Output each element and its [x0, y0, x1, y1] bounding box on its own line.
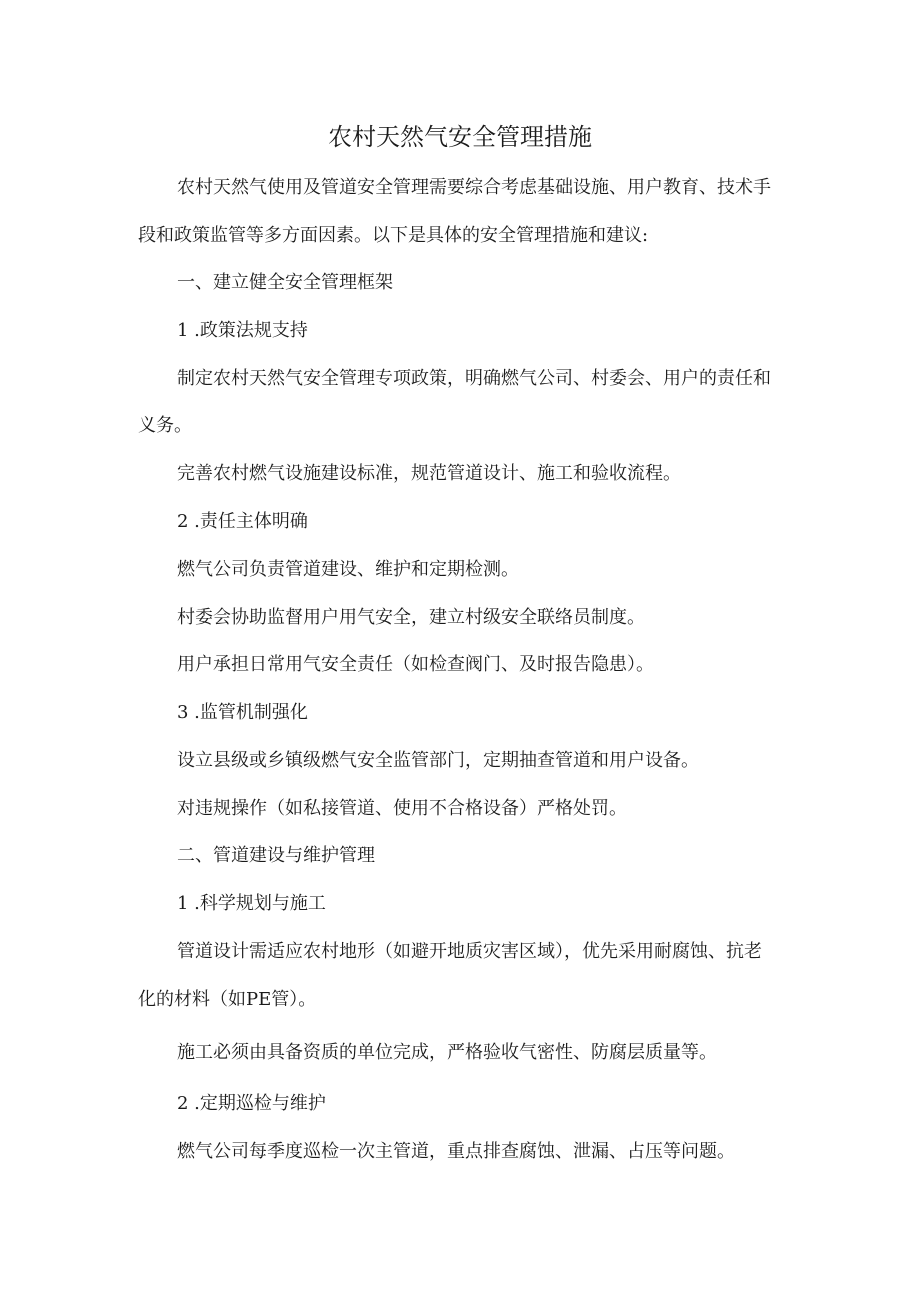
document-title: 农村天然气安全管理措施 [328, 123, 592, 151]
subsection-heading: 2 .责任主体明确 [177, 511, 308, 532]
paragraph-line: 管道设计需适应农村地形（如避开地质灾害区域），优先采用耐腐蚀、抗老 [177, 941, 762, 962]
paragraph-line: 段和政策监管等多方面因素。以下是具体的安全管理措施和建议: [138, 225, 649, 246]
subsection-heading: 2 .定期巡检与维护 [177, 1093, 326, 1114]
paragraph-line: 农村天然气使用及管道安全管理需要综合考虑基础设施、用户教育、技术手 [177, 177, 771, 198]
paragraph-line: 对违规操作（如私接管道、使用不合格设备）严格处罚。 [177, 798, 627, 819]
paragraph-line: 化的材料（如PE管）。 [138, 989, 317, 1010]
paragraph-line: 制定农村天然气安全管理专项政策，明确燃气公司、村委会、用户的责任和 [177, 368, 771, 389]
subsection-heading: 3 .监管机制强化 [177, 702, 308, 723]
subsection-heading: 1 .科学规划与施工 [177, 893, 326, 914]
paragraph-line: 设立县级或乡镇级燃气安全监管部门，定期抽查管道和用户设备。 [177, 750, 699, 771]
paragraph-line: 村委会协助监督用户用气安全，建立村级安全联络员制度。 [177, 607, 645, 628]
section-heading: 二、管道建设与维护管理 [177, 845, 375, 866]
section-heading: 一、建立健全安全管理框架 [177, 272, 393, 293]
paragraph-line: 燃气公司每季度巡检一次主管道，重点排查腐蚀、泄漏、占压等问题。 [177, 1141, 735, 1162]
paragraph-line: 完善农村燃气设施建设标准，规范管道设计、施工和验收流程。 [177, 463, 681, 484]
paragraph-line: 施工必须由具备资质的单位完成，严格验收气密性、防腐层质量等。 [177, 1042, 717, 1063]
paragraph-line: 用户承担日常用气安全责任（如检查阀门、及时报告隐患）。 [177, 654, 654, 675]
paragraph-line: 燃气公司负责管道建设、维护和定期检测。 [177, 559, 519, 580]
paragraph-line: 义务。 [138, 415, 192, 436]
subsection-heading: 1 .政策法规支持 [177, 320, 308, 341]
